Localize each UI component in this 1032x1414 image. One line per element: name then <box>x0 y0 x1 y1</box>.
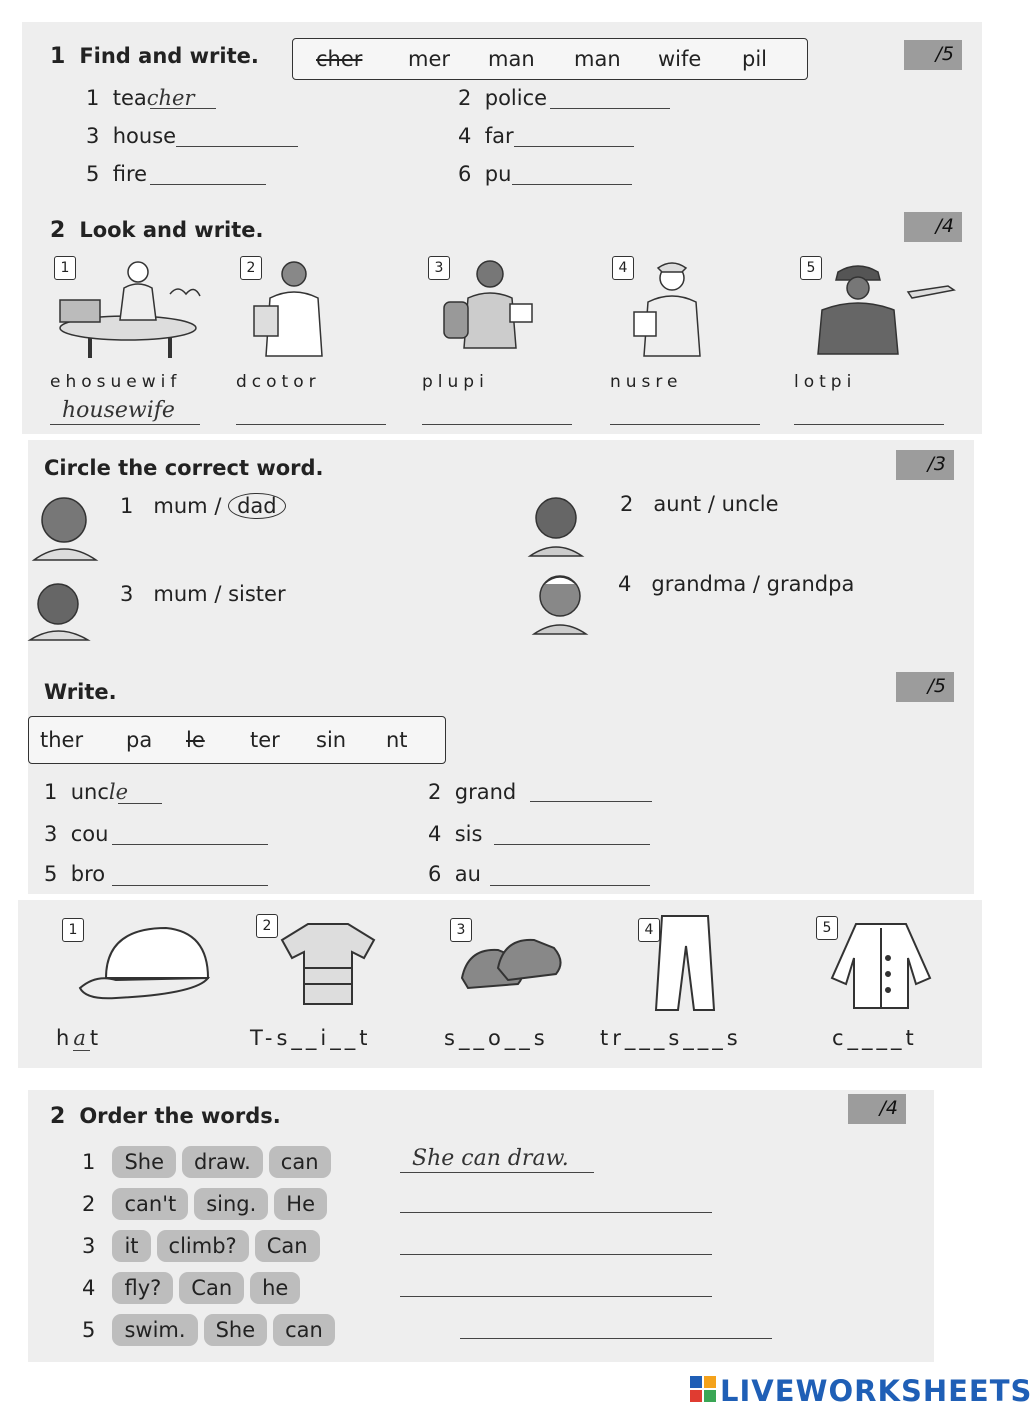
nurse-illustration <box>622 258 722 358</box>
word-tile[interactable]: can <box>269 1146 331 1178</box>
word-bank-item: cher <box>316 47 363 71</box>
s1-item-3: 3 house <box>86 124 177 148</box>
picture-number: 2 <box>240 256 262 280</box>
picture-number: 5 <box>800 256 822 280</box>
section4-word-bank <box>28 716 446 764</box>
trousers-icon <box>650 912 720 1012</box>
s1-answer-line-3[interactable] <box>176 146 298 147</box>
section1-heading: 1 Find and write. <box>50 44 259 69</box>
s5-word-tshirt[interactable]: T-s__i__t <box>250 1026 372 1050</box>
section2-heading: 2 Look and write. <box>50 218 264 243</box>
word-tile[interactable]: he <box>250 1272 300 1304</box>
s1-answer-line-6[interactable] <box>512 184 632 185</box>
word-tile[interactable]: can <box>273 1314 335 1346</box>
s2-answer-line-4[interactable] <box>610 424 760 425</box>
word-tile[interactable]: She <box>112 1146 176 1178</box>
grandpa-face <box>530 570 590 634</box>
word-tile[interactable]: fly? <box>112 1272 173 1304</box>
s4-item-1: 1 uncle <box>44 780 129 804</box>
scrambled-word: lotpi <box>794 372 857 392</box>
picture-number: 4 <box>612 256 634 280</box>
t-shirt-icon <box>278 918 378 1008</box>
scrambled-word: ehosuewif <box>50 372 182 392</box>
scrambled-word: nusre <box>610 372 683 392</box>
scrambled-word: plupi <box>422 372 489 392</box>
word-bank-item: mer <box>408 47 451 71</box>
word-tile[interactable]: can't <box>112 1188 188 1220</box>
picture-number: 5 <box>816 916 838 940</box>
s1-item-4: 4 far <box>458 124 514 148</box>
word-bank-item: sin <box>316 728 347 752</box>
dad-face <box>30 492 100 560</box>
word-tile[interactable]: climb? <box>157 1230 249 1262</box>
section4-heading: Write. <box>44 680 117 704</box>
section3-score: /3 <box>896 450 954 480</box>
s4-item-4: 4 sis <box>428 822 483 846</box>
s4-answer-line-3[interactable] <box>112 844 268 845</box>
word-tile[interactable]: sing. <box>194 1188 268 1220</box>
word-tile[interactable]: He <box>274 1188 327 1220</box>
section1-word-bank <box>292 38 808 80</box>
doctor-illustration <box>244 258 344 358</box>
s4-item-2: 2 grand <box>428 780 517 804</box>
s3-item-3: 3 mum / sister <box>120 582 286 606</box>
picture-number: 1 <box>62 918 84 942</box>
section6-heading: 2 Order the words. <box>50 1104 281 1129</box>
section1-score: /5 <box>904 40 962 70</box>
word-tile[interactable]: She <box>204 1314 268 1346</box>
s3-item-2: 2 aunt / uncle <box>620 492 779 516</box>
sister-face <box>24 578 94 640</box>
s1-answer-line-4[interactable] <box>514 146 634 147</box>
s1-item-2: 2 police <box>458 86 548 110</box>
aunt-face <box>526 492 586 556</box>
s1-item-6: 6 pu <box>458 162 512 186</box>
s2-answer-line-1[interactable] <box>50 424 200 425</box>
s4-item-6: 6 au <box>428 862 481 886</box>
circled-choice[interactable]: dad <box>228 493 286 519</box>
s5-word-coat[interactable]: c____t <box>832 1026 918 1050</box>
word-bank-item: man <box>488 47 535 71</box>
s6-answer-line-4[interactable] <box>400 1296 712 1297</box>
section3-heading: Circle the correct word. <box>44 456 324 480</box>
picture-number: 4 <box>638 918 660 942</box>
liveworksheets-logo-icon <box>690 1376 716 1404</box>
s6-row-4: 4 fly? Can he <box>82 1272 306 1304</box>
picture-number: 3 <box>428 256 450 280</box>
s1-item-5: 5 fire <box>86 162 148 186</box>
s2-answer-line-2[interactable] <box>236 424 386 425</box>
s6-answer-line-2[interactable] <box>400 1212 712 1213</box>
s4-answer-line-5[interactable] <box>112 885 268 886</box>
s2-answer-line-3[interactable] <box>422 424 572 425</box>
s4-item-3: 3 cou <box>44 822 109 846</box>
s4-answer-line-1[interactable] <box>118 803 162 804</box>
word-bank-item: le <box>186 728 205 752</box>
s4-answer-line-4[interactable] <box>494 844 650 845</box>
s6-row-5: 5 swim. She can <box>82 1314 341 1346</box>
shoes-icon <box>458 928 568 998</box>
s5-word-shoes[interactable]: s__o__s <box>444 1026 549 1050</box>
s6-answer-line-1[interactable] <box>400 1172 594 1173</box>
s3-item-1: 1 mum / dad <box>120 494 286 518</box>
s4-answer-line-2[interactable] <box>530 801 652 802</box>
s6-answer-line-5[interactable] <box>460 1338 772 1339</box>
word-tile[interactable]: Can <box>255 1230 320 1262</box>
s1-answer-line-2[interactable] <box>550 108 670 109</box>
s5-word-trousers[interactable]: tr___s___s <box>600 1026 742 1050</box>
s1-answer-line-1[interactable] <box>150 108 216 109</box>
s1-item-1: 1 teacher <box>86 86 195 110</box>
picture-number: 1 <box>54 256 76 280</box>
section4-score: /5 <box>896 672 954 702</box>
s6-answer-line-3[interactable] <box>400 1254 712 1255</box>
picture-number: 3 <box>450 918 472 942</box>
word-bank-item: ther <box>40 728 84 752</box>
liveworksheets-brand: LIVEWORKSHEETS <box>720 1374 1032 1408</box>
s6-row-1: 1 She draw. can <box>82 1146 337 1178</box>
s5-word-hat: hat <box>56 1026 103 1050</box>
pupil-illustration <box>440 258 540 358</box>
word-bank-item: pa <box>126 728 153 752</box>
word-bank-item: man <box>574 47 621 71</box>
s2-answer-line-5[interactable] <box>794 424 944 425</box>
pilot-illustration <box>808 258 958 358</box>
coat-icon <box>826 918 936 1010</box>
s6-answer-1: She can draw. <box>412 1146 569 1171</box>
picture-number: 2 <box>256 914 278 938</box>
word-bank-item: wife <box>658 47 702 71</box>
word-tile[interactable]: Can <box>179 1272 244 1304</box>
scrambled-word: dcotor <box>236 372 321 392</box>
section2-score: /4 <box>904 212 962 242</box>
s6-row-2: 2 can't sing. He <box>82 1188 333 1220</box>
section6-score: /4 <box>848 1094 906 1124</box>
word-bank-item: ter <box>250 728 280 752</box>
s4-item-5: 5 bro <box>44 862 106 886</box>
s1-answer-line-5[interactable] <box>150 184 266 185</box>
bleed-text <box>870 45 876 66</box>
word-tile[interactable]: it <box>112 1230 150 1262</box>
s6-row-3: 3 it climb? Can <box>82 1230 326 1262</box>
housewife-illustration <box>58 258 198 358</box>
hat-icon <box>76 918 216 1008</box>
s2-answer-1: housewife <box>62 398 175 423</box>
word-bank-item: pil <box>742 47 767 71</box>
word-bank-item: nt <box>386 728 408 752</box>
s3-item-4: 4 grandma / grandpa <box>618 572 855 596</box>
word-tile[interactable]: swim. <box>112 1314 197 1346</box>
s4-answer-line-6[interactable] <box>490 885 650 886</box>
word-tile[interactable]: draw. <box>182 1146 263 1178</box>
